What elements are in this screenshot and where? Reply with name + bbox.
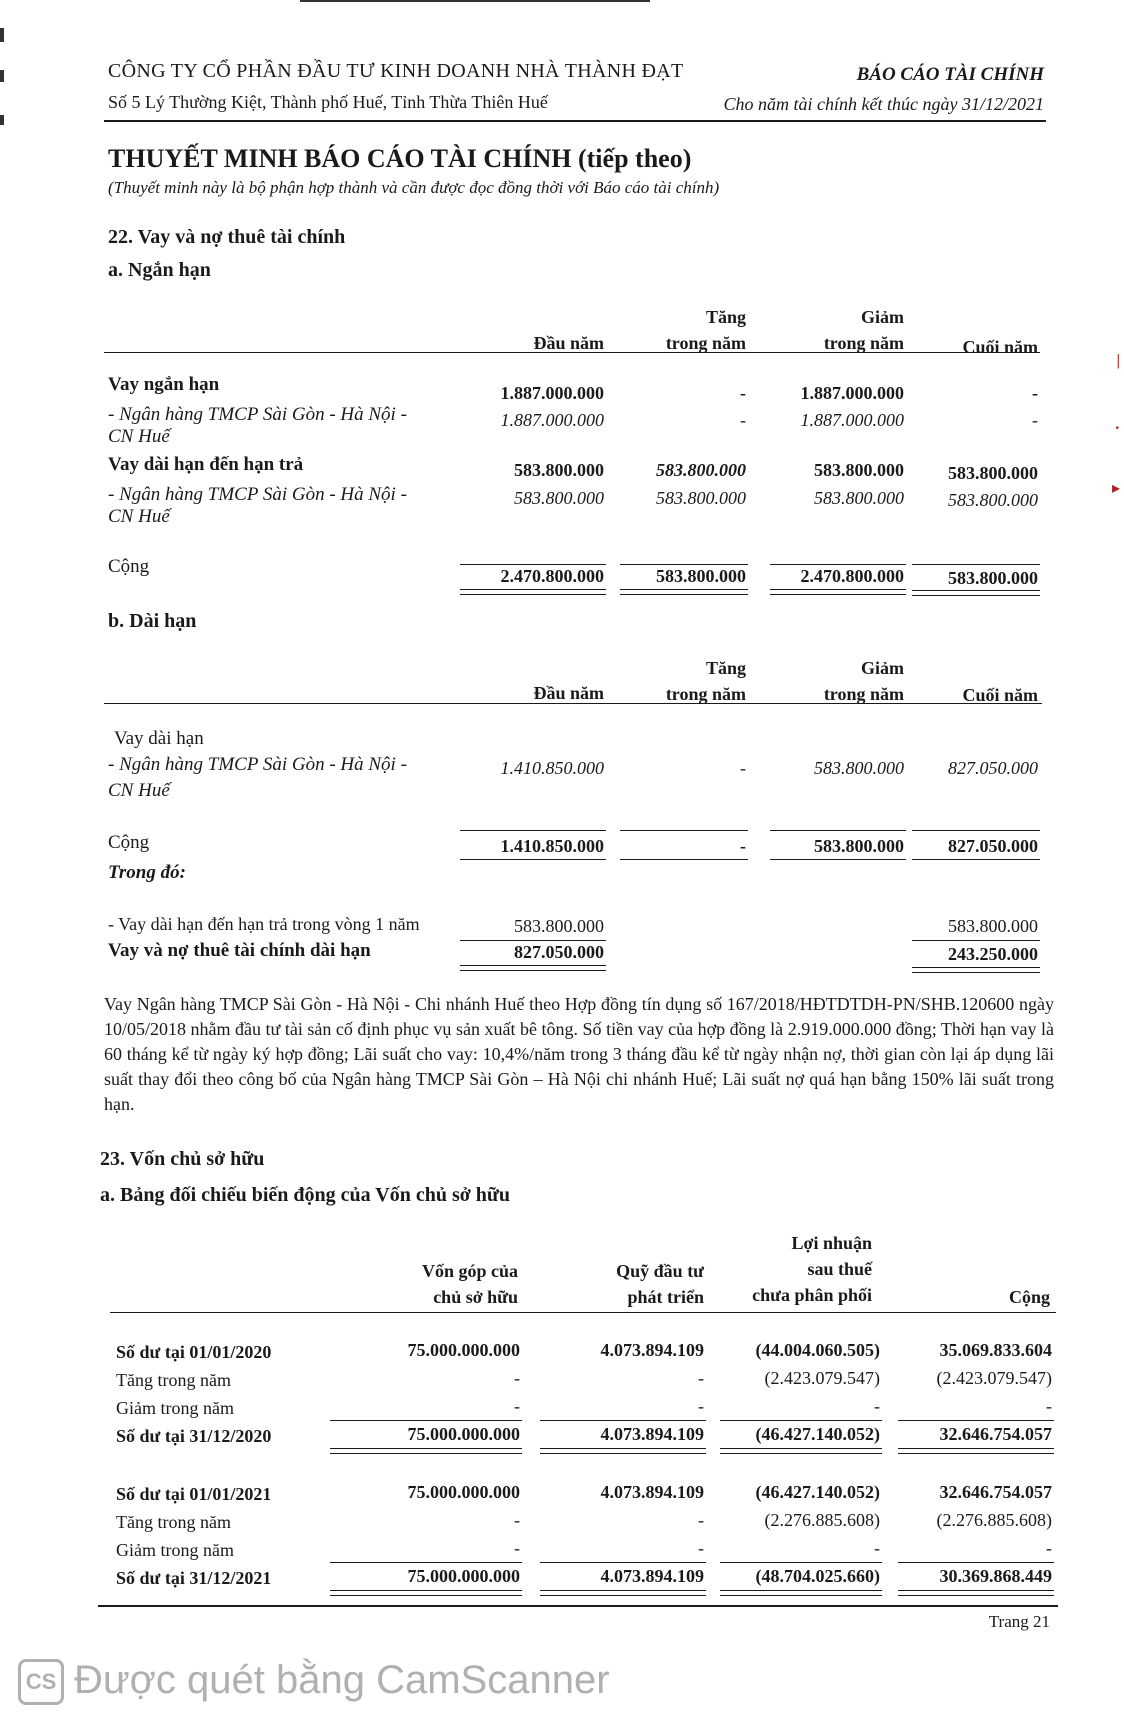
cell-value: 1.887.000.000 <box>500 383 604 403</box>
row-label: Số dư tại 31/12/2021 <box>116 1568 272 1588</box>
total-rule <box>620 830 748 831</box>
page-subtitle: (Thuyết minh này là bộ phận hợp thành và cần được đọc đồng thời với Báo cáo tài chính) <box>108 178 720 197</box>
total-value: 583.800.000 <box>814 836 904 856</box>
section-22b-heading: b. Dài hạn <box>108 610 197 632</box>
double-underline <box>912 967 1040 973</box>
footer-divider <box>98 1605 1058 1607</box>
cell-value: - <box>740 383 746 403</box>
total-value: 827.050.000 <box>948 836 1038 856</box>
row-label: - Vay dài hạn đến hạn trả trong vòng 1 năm <box>108 914 420 934</box>
section-23a-heading: a. Bảng đối chiếu biến động của Vốn chủ sở hữu <box>100 1184 511 1206</box>
cell-value: 4.073.894.109 <box>600 1340 704 1360</box>
company-name: CÔNG TY CỔ PHẦN ĐẦU TƯ KINH DOANH NHÀ THÀNH ĐẠT <box>108 60 684 82</box>
cell-value: - <box>698 1368 704 1388</box>
cell-value: - <box>740 410 746 430</box>
cell-value: 827.050.000 <box>514 942 604 962</box>
cell-value: - <box>514 1510 520 1530</box>
section-22a-heading: a. Ngắn hạn <box>108 259 211 281</box>
total-label: Cộng <box>108 832 150 853</box>
cell-value: 583.800.000 <box>814 758 904 778</box>
cell-value: (48.704.025.660) <box>755 1566 880 1586</box>
double-underline <box>540 1448 706 1454</box>
cell-value: 583.800.000 <box>514 916 604 936</box>
total-rule <box>460 940 606 941</box>
total-rule <box>770 830 906 831</box>
scan-edge-mark <box>0 28 4 42</box>
subtotal-rule <box>898 1420 1054 1421</box>
cell-value: - <box>514 1368 520 1388</box>
scan-edge-mark <box>0 70 4 82</box>
col-header-opening: Đầu năm <box>533 683 604 703</box>
total-value: 2.470.800.000 <box>800 566 904 586</box>
cell-value: 583.800.000 <box>514 460 604 480</box>
col-header-total: Cộng <box>1008 1287 1050 1307</box>
cell-value: - <box>514 1396 520 1416</box>
col-header-increase: Tăng trong năm <box>665 658 746 704</box>
double-underline <box>912 590 1040 596</box>
cell-value: (2.276.885.608) <box>764 1510 880 1530</box>
red-stamp-mark: | <box>1116 352 1120 369</box>
cell-value: - <box>1032 383 1038 403</box>
row-label-cont: CN Huế <box>108 506 170 527</box>
double-underline <box>460 965 606 971</box>
col-header-development-fund: Quỹ đầu tư phát triển <box>616 1261 704 1307</box>
total-rule <box>460 564 606 565</box>
total-value: 2.470.800.000 <box>500 566 604 586</box>
col-header-retained-earnings: Lợi nhuận sau thuế chưa phân phối <box>752 1233 872 1305</box>
cell-value: 243.250.000 <box>948 944 1038 964</box>
red-stamp-mark: · <box>1114 420 1120 437</box>
total-rule <box>770 564 906 565</box>
row-label: Vay dài hạn <box>114 728 204 749</box>
row-label: - Ngân hàng TMCP Sài Gòn - Hà Nội - <box>108 404 407 425</box>
cell-value: (2.423.079.547) <box>764 1368 880 1388</box>
row-label-cont: CN Huế <box>108 780 170 801</box>
cell-value: 583.800.000 <box>514 488 604 508</box>
underline <box>620 859 748 860</box>
cell-value: 4.073.894.109 <box>600 1566 704 1586</box>
total-rule <box>620 564 748 565</box>
cell-value: - <box>1046 1538 1052 1558</box>
cell-value: - <box>1032 410 1038 430</box>
cell-value: (2.276.885.608) <box>936 1510 1052 1530</box>
row-label: - Ngân hàng TMCP Sài Gòn - Hà Nội - <box>108 484 407 505</box>
row-label: Giảm trong năm <box>116 1540 234 1560</box>
row-label: Vay dài hạn đến hạn trả <box>108 454 304 475</box>
cell-value: 75.000.000.000 <box>407 1424 520 1444</box>
table-header-rule <box>104 703 1042 704</box>
col-header-capital: Vốn góp của chủ sở hữu <box>421 1261 518 1307</box>
cell-value: - <box>740 758 746 778</box>
cell-value: 32.646.754.057 <box>939 1482 1052 1502</box>
double-underline <box>898 1448 1054 1454</box>
total-rule <box>460 830 606 831</box>
row-label: Vay ngắn hạn <box>108 374 220 395</box>
row-label: Số dư tại 01/01/2021 <box>116 1484 272 1504</box>
cell-value: 583.800.000 <box>948 490 1038 510</box>
double-underline <box>330 1448 522 1454</box>
subtotal-rule <box>330 1562 522 1563</box>
table-header-rule <box>110 1312 1056 1313</box>
cell-value: 583.800.000 <box>948 916 1038 936</box>
total-rule <box>912 564 1040 565</box>
page-title: THUYẾT MINH BÁO CÁO TÀI CHÍNH (tiếp theo) <box>108 144 692 173</box>
row-label: Tăng trong năm <box>116 1370 231 1390</box>
col-header-closing: Cuối năm <box>962 685 1038 705</box>
total-value: 583.800.000 <box>948 568 1038 588</box>
col-header-closing: Cuối năm <box>962 337 1038 357</box>
underline <box>912 859 1040 860</box>
header-divider <box>104 120 1046 122</box>
section-22-heading: 22. Vay và nợ thuê tài chính <box>108 226 346 248</box>
cell-value: (46.427.140.052) <box>755 1482 880 1502</box>
row-label: Số dư tại 01/01/2020 <box>116 1342 272 1362</box>
col-header-opening: Đầu năm <box>533 333 604 353</box>
underline <box>460 859 606 860</box>
scan-edge-mark <box>0 115 4 125</box>
subtotal-rule <box>720 1562 882 1563</box>
cell-value: (2.423.079.547) <box>936 1368 1052 1388</box>
cell-value: - <box>514 1538 520 1558</box>
cell-value: - <box>1046 1396 1052 1416</box>
cell-value: - <box>874 1396 880 1416</box>
subtotal-rule <box>720 1420 882 1421</box>
cell-value: 583.800.000 <box>656 460 746 480</box>
double-underline <box>720 1590 882 1596</box>
section-23-heading: 23. Vốn chủ sở hữu <box>100 1148 265 1170</box>
double-underline <box>330 1590 522 1596</box>
cell-value: 35.069.833.604 <box>939 1340 1052 1360</box>
table-header-rule <box>104 352 1040 353</box>
cell-value: 1.887.000.000 <box>500 410 604 430</box>
double-underline <box>720 1448 882 1454</box>
total-label: Cộng <box>108 556 150 577</box>
company-address: Số 5 Lý Thường Kiệt, Thành phố Huế, Tỉnh Thừa Thiên Huế <box>108 92 548 112</box>
row-label: Số dư tại 31/12/2020 <box>116 1426 272 1446</box>
cell-value: - <box>698 1396 704 1416</box>
cell-value: 1.887.000.000 <box>800 383 904 403</box>
report-period: Cho năm tài chính kết thúc ngày 31/12/2021 <box>723 94 1044 114</box>
subtotal-rule <box>330 1420 522 1421</box>
cell-value: - <box>698 1510 704 1530</box>
camscanner-logo: CS <box>18 1659 64 1705</box>
cell-value: 583.800.000 <box>948 463 1038 483</box>
page-number: Trang 21 <box>988 1612 1050 1631</box>
total-rule <box>912 940 1040 941</box>
total-value: 1.410.850.000 <box>500 836 604 856</box>
total-rule <box>912 830 1040 831</box>
cell-value: 1.410.850.000 <box>500 758 604 778</box>
red-stamp-mark: ▸ <box>1111 480 1120 497</box>
row-label: Vay và nợ thuê tài chính dài hạn <box>108 940 371 961</box>
cell-value: 4.073.894.109 <box>600 1424 704 1444</box>
cell-value: 1.887.000.000 <box>800 410 904 430</box>
cell-value: 75.000.000.000 <box>407 1566 520 1586</box>
row-label: - Ngân hàng TMCP Sài Gòn - Hà Nội - <box>108 754 407 775</box>
cell-value: 30.369.868.449 <box>939 1566 1052 1586</box>
watermark-text: Được quét bằng CamScanner <box>74 1658 610 1702</box>
subtotal-rule <box>540 1562 706 1563</box>
row-label: Tăng trong năm <box>116 1512 231 1532</box>
cell-value: 583.800.000 <box>814 488 904 508</box>
cell-value: 75.000.000.000 <box>407 1340 520 1360</box>
loan-note-paragraph: Vay Ngân hàng TMCP Sài Gòn - Hà Nội - Chi nhánh Huế theo Hợp đồng tín dụng số 167/2018/HĐTDTDH-PN/SHB.120600 ngày 10/05/2018 nhằm đầu tư tài sản cố định phục vụ sản xuất bê tông. Số tiền vay của hợp đồng là 2.919.000.000 đồng; Thời hạn vay là 60 tháng kể từ ngày ký hợp đồng; Lãi suất cho vay: 10,4%/năm trong 3 tháng đầu kể từ ngày nhận nợ, thời gian còn lại áp dụng lãi suất thay đổi theo công bố của Ngân hàng TMCP Sài Gòn – Hà Nội chi nhánh Huế; Lãi suất nợ quá hạn bằng 150% lãi suất trong hạn. <box>104 994 1054 1114</box>
cell-value: - <box>874 1538 880 1558</box>
double-underline <box>620 589 748 595</box>
underline <box>770 859 906 860</box>
subtotal-rule <box>540 1420 706 1421</box>
double-underline <box>770 589 906 595</box>
col-header-decrease: Giảm trong năm <box>823 307 904 353</box>
cell-value: 4.073.894.109 <box>600 1482 704 1502</box>
report-name: BÁO CÁO TÀI CHÍNH <box>856 64 1044 85</box>
camscanner-watermark <box>18 1658 610 1705</box>
row-label: Giảm trong năm <box>116 1398 234 1418</box>
subtotal-rule <box>898 1562 1054 1563</box>
double-underline <box>460 589 606 595</box>
trong-do-label: Trong đó: <box>108 862 186 883</box>
cell-value: 583.800.000 <box>814 460 904 480</box>
cell-value: (46.427.140.052) <box>755 1424 880 1444</box>
col-header-increase: Tăng trong năm <box>665 307 746 353</box>
cell-value: 827.050.000 <box>948 758 1038 778</box>
total-value: 583.800.000 <box>656 566 746 586</box>
double-underline <box>540 1590 706 1596</box>
double-underline <box>898 1590 1054 1596</box>
cell-value: 583.800.000 <box>656 488 746 508</box>
cell-value: (44.004.060.505) <box>755 1340 880 1360</box>
cell-value: - <box>698 1538 704 1558</box>
cell-value: 75.000.000.000 <box>407 1482 520 1502</box>
col-header-decrease: Giảm trong năm <box>823 658 904 704</box>
total-value: - <box>740 836 746 856</box>
top-edge-rule <box>300 0 650 2</box>
row-label-cont: CN Huế <box>108 426 170 447</box>
cell-value: 32.646.754.057 <box>939 1424 1052 1444</box>
